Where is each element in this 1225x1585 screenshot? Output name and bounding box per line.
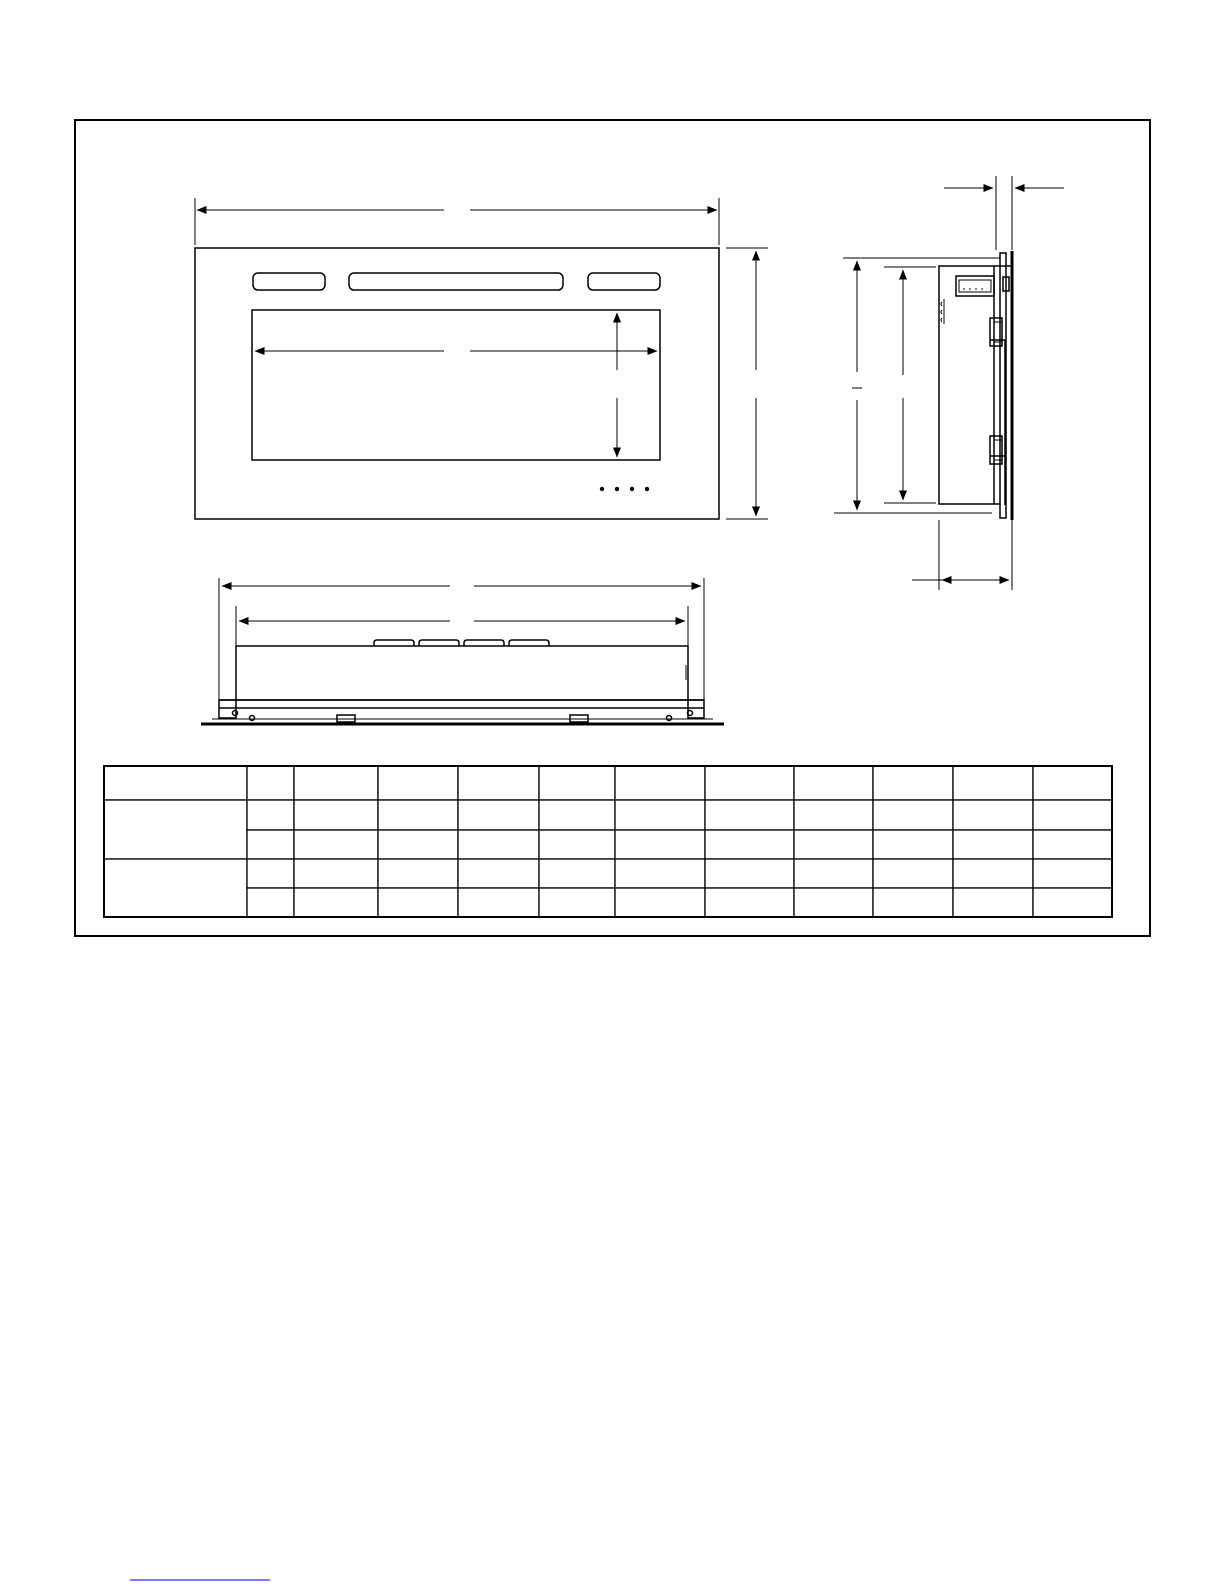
table-cell <box>953 888 1033 917</box>
top-tab <box>509 640 549 646</box>
table-header-cell <box>1033 766 1112 800</box>
table-cell <box>378 859 458 888</box>
top-trim-screw-left <box>233 711 238 716</box>
table-header-cell <box>794 766 873 800</box>
table-cell <box>247 859 294 888</box>
table-cell <box>615 888 705 917</box>
table-header-cell <box>705 766 794 800</box>
table-cell <box>1033 830 1112 859</box>
table-cell <box>539 859 615 888</box>
table-cell <box>794 888 873 917</box>
indicator-dot <box>615 487 619 491</box>
table-cell <box>953 859 1033 888</box>
table-cell <box>458 800 539 830</box>
table-cell <box>378 830 458 859</box>
table-header-cell <box>458 766 539 800</box>
table-cell <box>539 800 615 830</box>
side-firebox-body <box>939 266 994 504</box>
table-cell <box>615 800 705 830</box>
table-cell <box>247 830 294 859</box>
side-bracket-lower <box>990 436 1006 464</box>
table-cell <box>294 800 378 830</box>
table-cell <box>539 888 615 917</box>
table-header-cell <box>953 766 1033 800</box>
table-cell <box>794 800 873 830</box>
top-vent-left <box>253 273 325 290</box>
table-cell <box>953 800 1033 830</box>
table-header-cell <box>378 766 458 800</box>
table-cell <box>294 888 378 917</box>
table-cell <box>458 888 539 917</box>
top-trim-screw-left <box>250 716 255 721</box>
table-cell <box>1033 800 1112 830</box>
top-view <box>201 578 724 724</box>
table-cell <box>247 888 294 917</box>
table-cell <box>794 830 873 859</box>
dimension-table <box>104 766 1112 917</box>
table-cell <box>953 830 1033 859</box>
side-vent-marks <box>941 299 944 324</box>
indicator-dot <box>645 487 649 491</box>
table-cell <box>458 830 539 859</box>
table-cell <box>378 800 458 830</box>
table-header-cell <box>247 766 294 800</box>
table-cell <box>705 830 794 859</box>
top-trim-screw-right <box>688 711 693 716</box>
side-bracket-upper <box>990 318 1006 346</box>
top-firebox-body <box>236 646 688 700</box>
table-cell <box>794 859 873 888</box>
top-vent-center <box>349 273 563 290</box>
table-header-cell <box>539 766 615 800</box>
table-cell <box>294 859 378 888</box>
table-cell <box>1033 859 1112 888</box>
table-cell <box>873 888 953 917</box>
table-cell <box>294 830 378 859</box>
top-vent-right <box>588 273 660 290</box>
table-cell <box>705 859 794 888</box>
table-header-cell <box>294 766 378 800</box>
table-group-label-cell <box>104 800 247 859</box>
viewing-window <box>252 310 660 460</box>
side-control-box <box>956 276 994 296</box>
table-cell <box>539 830 615 859</box>
table-cell <box>615 859 705 888</box>
front-view <box>195 198 768 519</box>
table-header-cell <box>615 766 705 800</box>
side-view <box>834 176 1064 590</box>
table-cell <box>378 888 458 917</box>
side-control-box-inner <box>959 280 991 292</box>
table-cell <box>615 830 705 859</box>
top-trim-screw-right <box>667 716 672 721</box>
top-tab <box>464 640 504 646</box>
indicator-dot <box>630 487 634 491</box>
table-header-cell <box>873 766 953 800</box>
table-header-cell <box>104 766 247 800</box>
table-cell <box>705 800 794 830</box>
front-body-outline <box>195 248 719 519</box>
table-cell <box>873 830 953 859</box>
table-cell <box>873 800 953 830</box>
table-cell <box>458 859 539 888</box>
indicator-dot <box>600 487 604 491</box>
table-cell <box>1033 888 1112 917</box>
table-cell <box>247 800 294 830</box>
top-tab <box>419 640 459 646</box>
top-tab <box>374 640 414 646</box>
table-group-label-cell <box>104 859 247 917</box>
table-cell <box>705 888 794 917</box>
table-cell <box>873 859 953 888</box>
